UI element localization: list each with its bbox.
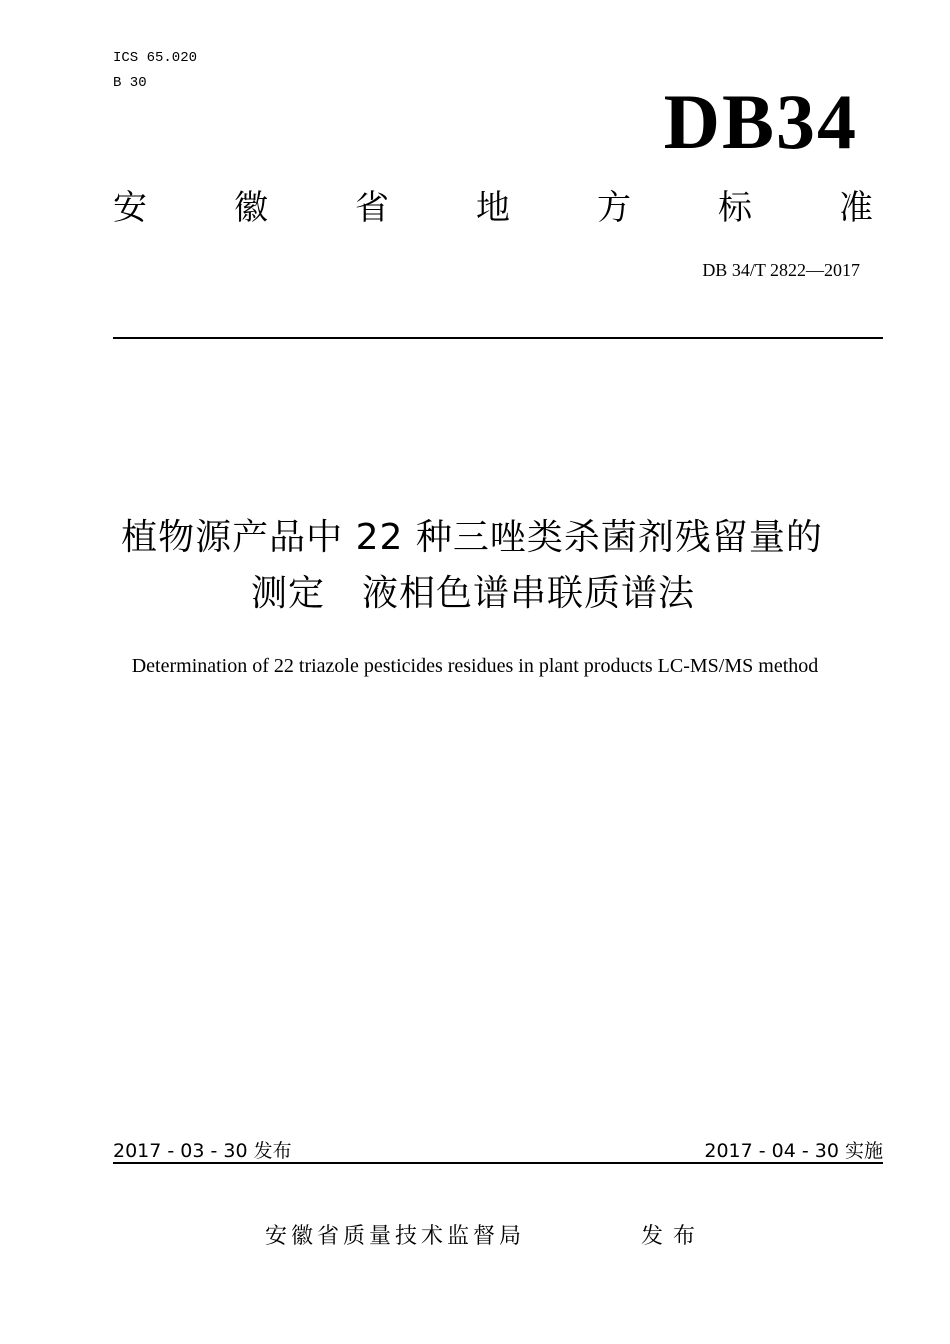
standard-type-char: 地 (476, 188, 510, 228)
standard-type (113, 184, 873, 232)
title-chinese-line-1: 植物源产品中 22 种三唑类杀菌剂残留量的 (121, 517, 823, 558)
publish-date: 2017 - 03 - 30 发布 (113, 1140, 292, 1162)
standard-type-char: 准 (839, 188, 873, 228)
standard-type-char: 省 (355, 188, 389, 228)
ics-code: ICS 65.020 (113, 50, 198, 66)
standard-number: DB 34/T 2822—2017 (702, 260, 860, 280)
issuing-authority: 安徽省质量技术监督局 (265, 1224, 526, 1249)
standard-type-char: 方 (597, 188, 631, 228)
standard-type-char: 安 (113, 188, 147, 228)
issue-label: 发布 (641, 1224, 706, 1249)
implement-date: 2017 - 04 - 30 实施 (704, 1140, 883, 1162)
ccs-code: B 30 (113, 75, 147, 91)
standard-logo: DB34 (663, 78, 858, 165)
title-english: Determination of 22 triazole pesticides residues in plant products LC-MS/MS method (131, 655, 819, 677)
standard-type-char: 标 (718, 188, 752, 228)
header-divider (113, 337, 883, 339)
title-chinese-line-2: 测定 液相色谱串联质谱法 (250, 573, 695, 614)
footer-divider (113, 1162, 883, 1164)
standard-type-char: 徽 (234, 188, 268, 228)
